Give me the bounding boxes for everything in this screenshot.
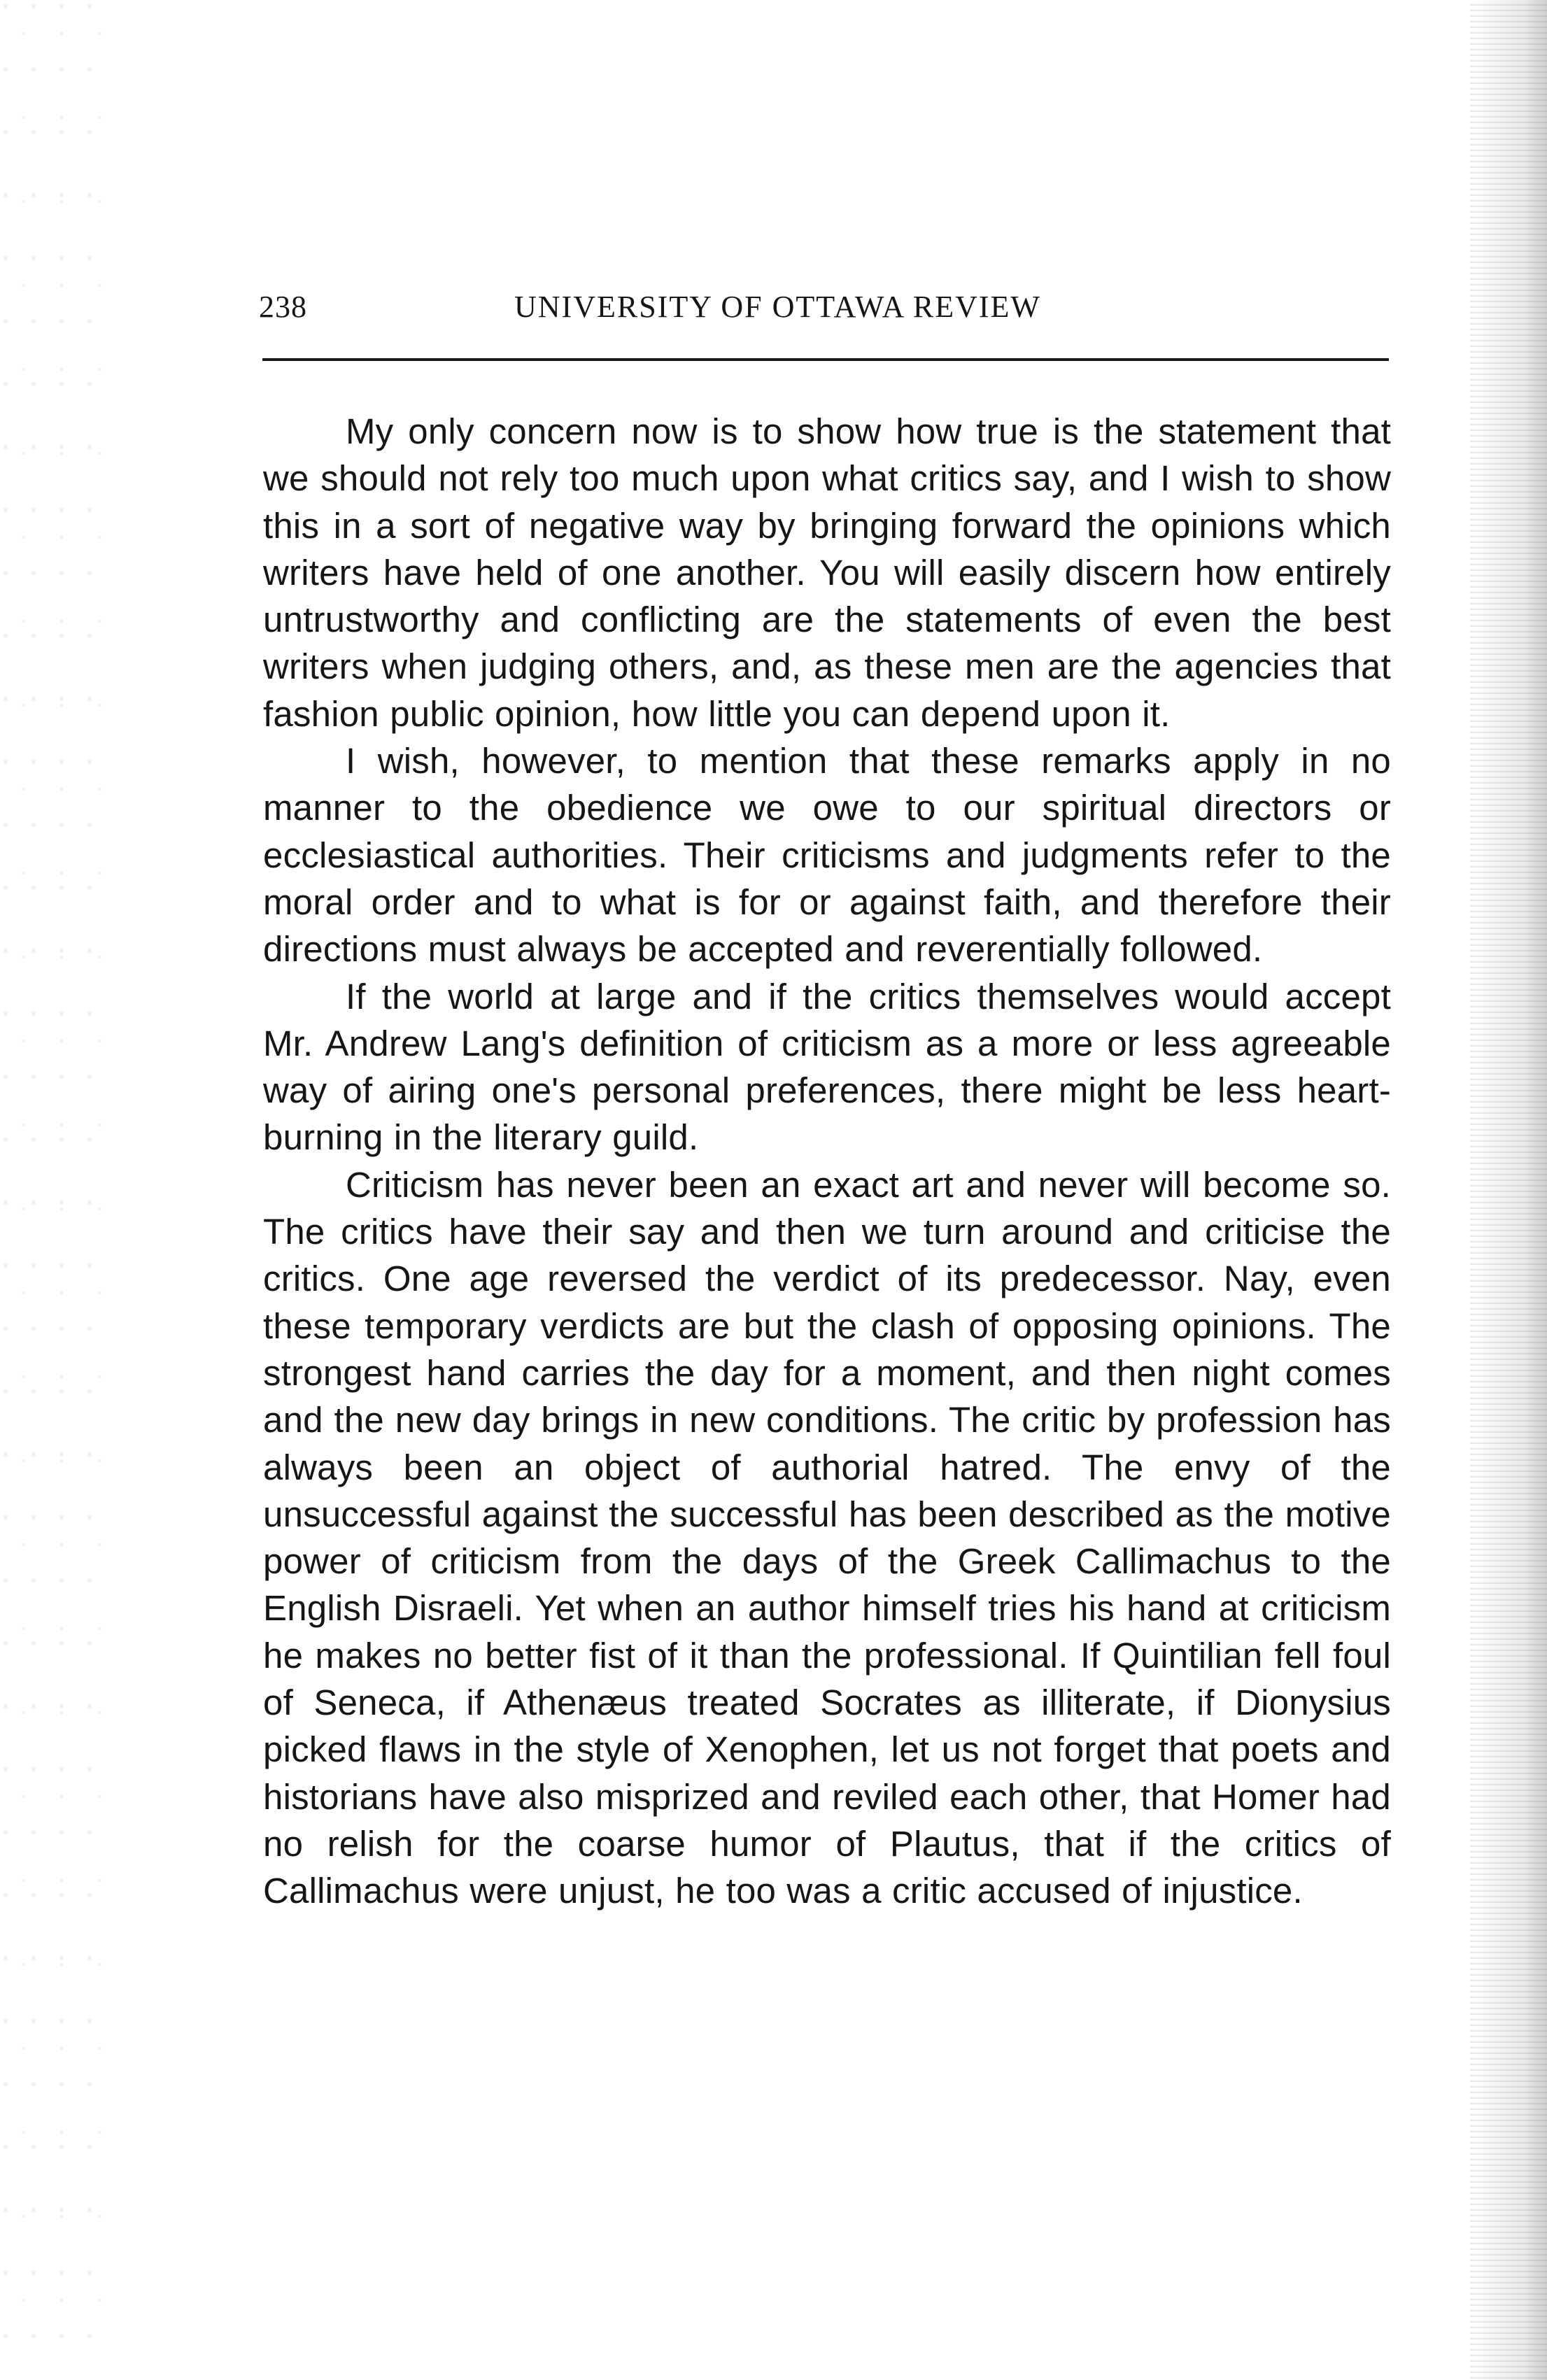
page-edge-left — [0, 0, 105, 2380]
paragraph: I wish, however, to mention that these remarks apply in no manner to the obedience we owe to our spiritual directors or ecclesiastical authorities. Their criticisms and judgments refer to the moral order and to what is for or against faith, and therefore their directions must always be accepted and reverentially followed. — [263, 741, 1391, 970]
body-text — [263, 408, 1391, 1915]
page-header — [259, 276, 1389, 332]
paragraph: If the world at large and if the critics themselves would accept Mr. Andrew Lang's definition of criticism as a more or less agreeable way of airing one's personal preferences, there might be less heart-burning in the literary guild. — [263, 976, 1391, 1158]
running-title: UNIVERSITY OF OTTAWA REVIEW — [514, 290, 1041, 324]
header-rule — [262, 358, 1389, 361]
paragraph: My only concern now is to show how true is the statement that we should not rely too much upon what critics say, and I wish to show this in a sort of negative way by bringing forward the opinions which writers have held of one another. You will easily discern how entirely untrustworthy and conflicting are the statements of even the best writers when judging others, and, as these men are the agencies that fashion public opinion, how little you can depend upon it. — [263, 411, 1391, 734]
page-number: 238 — [259, 290, 307, 324]
paragraph: Criticism has never been an exact art and never will become so. The critics have their say and then we turn around and criticise the critics. One age reversed the verdict of its predecessor. Nay, even these temporary verdicts are but the clash of opposing opinions. The strongest hand carries the day for a moment, and then night comes and the new day brings in new conditions. The critic by profession has always been an object of authorial hatred. The envy of the unsuccessful against the successful has been described as the motive power of criticism from the days of the Greek Callimachus to the English Disraeli. Yet when an author himself tries his hand at criticism he makes no better fist of it than the professional. If Quintilian fell foul of Seneca, if Athenæus treated Socrates as illiterate, if Dionysius picked flaws in the style of Xenophen, let us not forget that poets and historians have also misprized and reviled each other, that Homer had no relish for the coarse humor of Plautus, that if the critics of Callimachus were unjust, he too was a critic accused of injustice. — [263, 1164, 1391, 1911]
page-edge-right — [1470, 0, 1547, 2380]
